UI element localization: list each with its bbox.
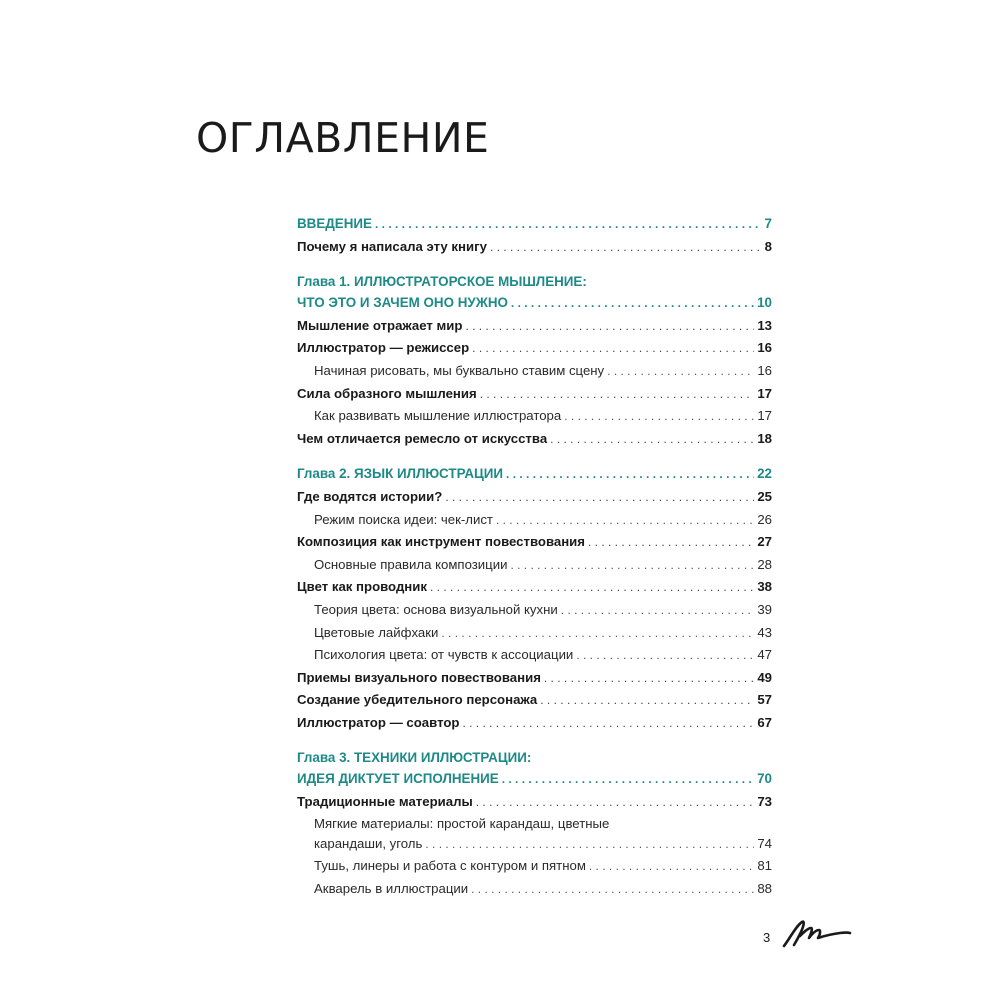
toc-label: Иллюстратор — соавтор [297,714,460,730]
toc-label: ВВЕДЕНИЕ [297,216,372,231]
dot-leader [480,384,755,406]
toc-subentry[interactable] [297,833,772,856]
toc-subentry[interactable] [297,855,772,878]
dot-leader [561,600,755,622]
toc-label: Иллюстратор — режиссер [297,340,470,356]
dot-leader [471,879,754,901]
dot-leader [465,316,754,338]
dot-leader [476,792,755,814]
toc-label: Мышление отражает мир [297,317,463,333]
dot-leader [490,237,762,259]
toc-chapter-3-title-line1: Глава 3. ТЕХНИКИ ИЛЛЮСТРАЦИИ: [297,750,532,766]
toc-page-number: 43 [757,624,772,640]
toc-subentry-line1: Мягкие материалы: простой карандаш, цветные [314,815,610,831]
toc-subentry[interactable] [297,554,772,577]
toc-page-number: 57 [757,692,772,708]
toc-page-number: 17 [757,385,772,401]
toc-entry[interactable] [297,576,772,599]
toc-page-number: 74 [757,835,772,851]
dot-leader [445,487,754,509]
toc-label: Традиционные материалы [297,794,473,810]
toc-page-number: 49 [757,669,772,685]
dot-leader [441,623,754,645]
toc-label: Где водятся истории? [297,488,443,504]
toc-entry[interactable] [297,337,772,360]
toc-label: Цвет как проводник [297,579,427,595]
page-title: ОГЛАВЛЕНИЕ [196,114,490,162]
toc-entry-chapter-1[interactable] [297,292,772,315]
toc-subentry[interactable] [297,644,772,667]
dot-leader [510,555,754,577]
toc-page-number: 39 [757,601,772,617]
toc-label: карандаши, уголь [314,835,423,851]
dot-leader [576,645,754,667]
toc-entry[interactable] [297,486,772,509]
toc-entry[interactable] [297,428,772,451]
toc-label: Цветовые лайфхаки [314,624,439,640]
page-number: 3 [763,930,771,945]
dot-leader [588,532,754,554]
toc-page-number: 25 [757,488,772,504]
toc-entry[interactable] [297,791,772,814]
dot-leader [607,361,754,383]
toc-label: Основные правила композиции [314,556,508,572]
dot-leader [425,834,754,856]
toc-subentry[interactable] [297,622,772,645]
toc-label: Психология цвета: от чувств к ассоциации [314,647,574,663]
toc-label: Создание убедительного персонажа [297,692,538,708]
toc-entry-chapter-2[interactable] [297,463,772,486]
toc-page-number: 73 [757,794,772,810]
toc-entry-chapter-3[interactable] [297,768,772,791]
toc-page-number: 8 [764,238,772,254]
dot-leader [462,713,754,735]
dot-leader [589,856,754,878]
toc-page-number: 88 [757,880,772,896]
toc-page-number: 70 [757,771,772,787]
toc-page-number: 28 [757,556,772,572]
toc-label: Начиная рисовать, мы буквально ставим сцену [314,362,605,378]
toc-page-number: 22 [757,466,772,482]
toc-label: Приемы визуального повествования [297,669,541,685]
toc-page-number: 67 [757,714,772,730]
toc-page-number: 26 [757,511,772,527]
toc-label: Акварель в иллюстрации [314,880,469,896]
toc-label: Чем отличается ремесло от искусства [297,430,548,446]
toc-entry[interactable] [297,531,772,554]
toc-subentry[interactable] [297,878,772,901]
signature-mark-icon [780,918,852,950]
toc-label: ИДЕЯ ДИКТУЕТ ИСПОЛНЕНИЕ [297,771,499,787]
toc-label: Сила образного мышления [297,385,477,401]
toc-page-number: 27 [757,534,772,550]
toc-entry[interactable] [297,236,772,259]
toc-label: Как развивать мышление иллюстратора [314,408,562,424]
toc-page-number: 18 [757,430,772,446]
toc-entry[interactable] [297,689,772,712]
dot-leader [511,293,754,315]
toc-page-number: 81 [757,858,772,874]
toc-label: Теория цвета: основа визуальной кухни [314,601,558,617]
toc-entry-intro[interactable] [297,213,772,236]
toc-label: Почему я написала эту книгу [297,238,487,254]
toc-label: Режим поиска идеи: чек-лист [314,511,493,527]
dot-leader [540,690,754,712]
toc-entry[interactable] [297,712,772,735]
dot-leader [506,464,754,486]
toc-entry[interactable] [297,315,772,338]
toc-label: Композиция как инструмент повествования [297,534,585,550]
toc-page-number: 16 [757,340,772,356]
dot-leader [550,429,754,451]
dot-leader [472,338,754,360]
toc-label: ЧТО ЭТО И ЗАЧЕМ ОНО НУЖНО [297,295,508,311]
dot-leader [564,406,754,428]
toc-subentry[interactable] [297,360,772,383]
table-of-contents [297,213,772,900]
toc-page-number: 38 [757,579,772,595]
toc-page-number: 17 [757,408,772,424]
dot-leader [430,577,754,599]
toc-label: Тушь, линеры и работа с контуром и пятном [314,858,586,874]
toc-subentry[interactable] [297,599,772,622]
toc-label: Глава 2. ЯЗЫК ИЛЛЮСТРАЦИИ [297,466,504,482]
toc-entry[interactable] [297,383,772,406]
dot-leader [502,769,754,791]
toc-page-number: 10 [757,295,772,311]
toc-page-number: 16 [757,362,772,378]
toc-subentry[interactable] [297,509,772,532]
toc-entry[interactable] [297,667,772,690]
toc-page-number: 7 [764,216,772,231]
toc-subentry[interactable] [297,405,772,428]
dot-leader [496,510,754,532]
dot-leader [544,668,754,690]
toc-page-number: 47 [757,647,772,663]
dot-leader [375,214,762,236]
toc-page-number: 13 [757,317,772,333]
toc-chapter-1-title-line1: Глава 1. ИЛЛЮСТРАТОРСКОЕ МЫШЛЕНИЕ: [297,274,587,290]
